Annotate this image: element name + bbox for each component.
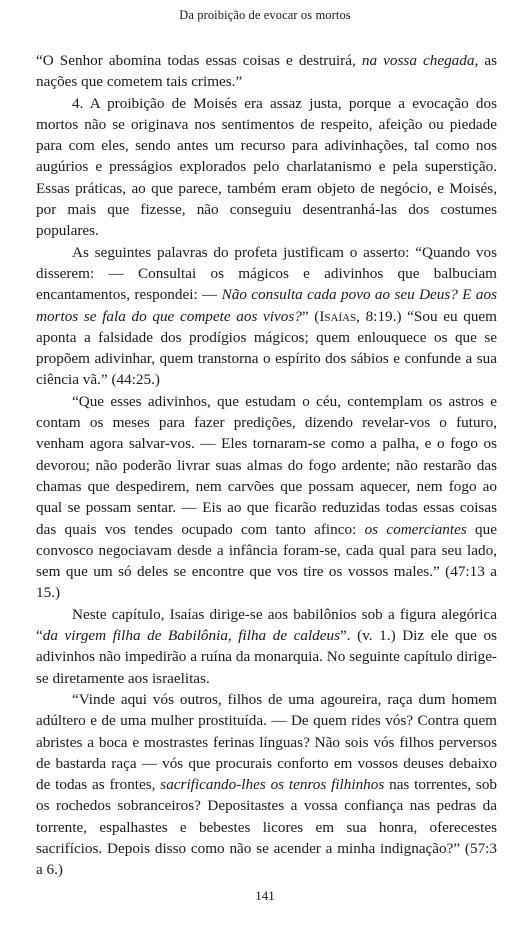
paragraph-israelites-quote xyxy=(36,689,497,881)
italic-run: da virgem filha de Babilônia, filha de caldeus xyxy=(42,627,341,645)
text-run: “Vinde aqui vós outros, filhos de uma agoureira, raça dum homem adúltero e de uma mulher prostituída. — De quem rides vós? Contra quem abristes a boca e mostrastes ferinas línguas? Não sois vós filhos perversos de bastarda raça — vós que procurais conforto em vossos deuses debaixo de todas as frontes, xyxy=(36,690,497,794)
text-run: As seguintes palavras do profeta justificam o asserto: “Quando vos disserem: — Consultai os mágicos e adivinhos que balbuciam encantamentos, respondei: — xyxy=(36,243,497,304)
page-body xyxy=(36,50,497,881)
italic-run: Não consulta cada povo ao seu Deus? E aos mortos se fala do que compete aos vivos? xyxy=(36,286,497,325)
text-run: que convosco negociavam desde a infância foram-se, cada qual para seu lado, sem que um só deles se encontre que vos tire os vossos males.” (47:13 a 15.) xyxy=(36,520,497,602)
text-run: ”. (v. 1.) Diz ele que os adivinhos não impedirão a ruína da monarquia. No seguinte capítulo dirige-se diretamente aos israelitas. xyxy=(36,627,497,687)
text-run: 4. A proibição de Moisés era assaz justa, porque a evocação dos mortos não se originava nos sentimentos de respeito, afeição ou piedade para com eles, sendo antes um recurso para adivinhações, tal como nos augúrios e presságios explorados pelo charlatanismo e pela superstição. Essas práticas, ao que parece, também eram objeto de negócio, e Moisés, por mais que fizesse, não conseguiu desentranhá-las dos costumes populares. xyxy=(36,94,497,240)
text-run: “Que esses adivinhos, que estudam o céu, contemplam os astros e contam os meses para fazer predições, dizendo revelar-vos o futuro, venham agora salvar-vos. — Eles tornaram-se como a palha, e o fogo os devorou; não poderão livrar suas almas do fogo ardente; não restarão das chamas que despedirem, nem carvões que possam aquecer, nem fogo ao qual se possam sentar. — Eis ao que ficarão reduzidas todas essas coisas das quais vos tendes ocupado com tanto afinco: xyxy=(36,392,497,538)
paragraph-section-4 xyxy=(36,93,497,242)
paragraph-babylon-commentary xyxy=(36,604,497,689)
text-run: , as nações que cometem tais crimes.” xyxy=(36,52,498,91)
italic-run: na vossa chegada xyxy=(361,52,475,69)
page-number: 141 xyxy=(255,888,275,903)
text-run: nas torrentes, sob os rochedos sobranceiros? Depositastes a vossa confiança nas pedras da torrente, espalhastes e bebestes licores em sua honra, oferecestes sacrifícios. Depois disso como não se acender a minha indignação?” (57:3 a 6.) xyxy=(36,776,498,879)
italic-run: os comerciantes xyxy=(364,520,467,538)
running-head: Da proibição de evocar os mortos xyxy=(179,8,351,22)
paragraph-prophet-quote xyxy=(36,242,497,391)
paragraph-diviners-quote xyxy=(36,391,497,604)
text-run: , 8:19.) “Sou eu quem aponta a falsidade dos prodígios mágicos; quem enlouquece os que se propõem adivinhar, quem transtorna o espírito dos sábios e confunde a sua ciência vã.” (44:25.) xyxy=(36,307,497,389)
text-run: Neste capítulo, Isaías dirige-se aos babilônios sob a figura alegórica “ xyxy=(36,605,497,645)
small-caps-run: Isaías xyxy=(319,307,357,325)
paragraph-continuation xyxy=(36,50,497,93)
text-run: ” ( xyxy=(301,307,320,325)
text-run: “O Senhor abomina todas essas coisas e destruirá, xyxy=(36,52,362,69)
italic-run: sacrificando-lhes os tenros filhinhos xyxy=(160,776,385,794)
